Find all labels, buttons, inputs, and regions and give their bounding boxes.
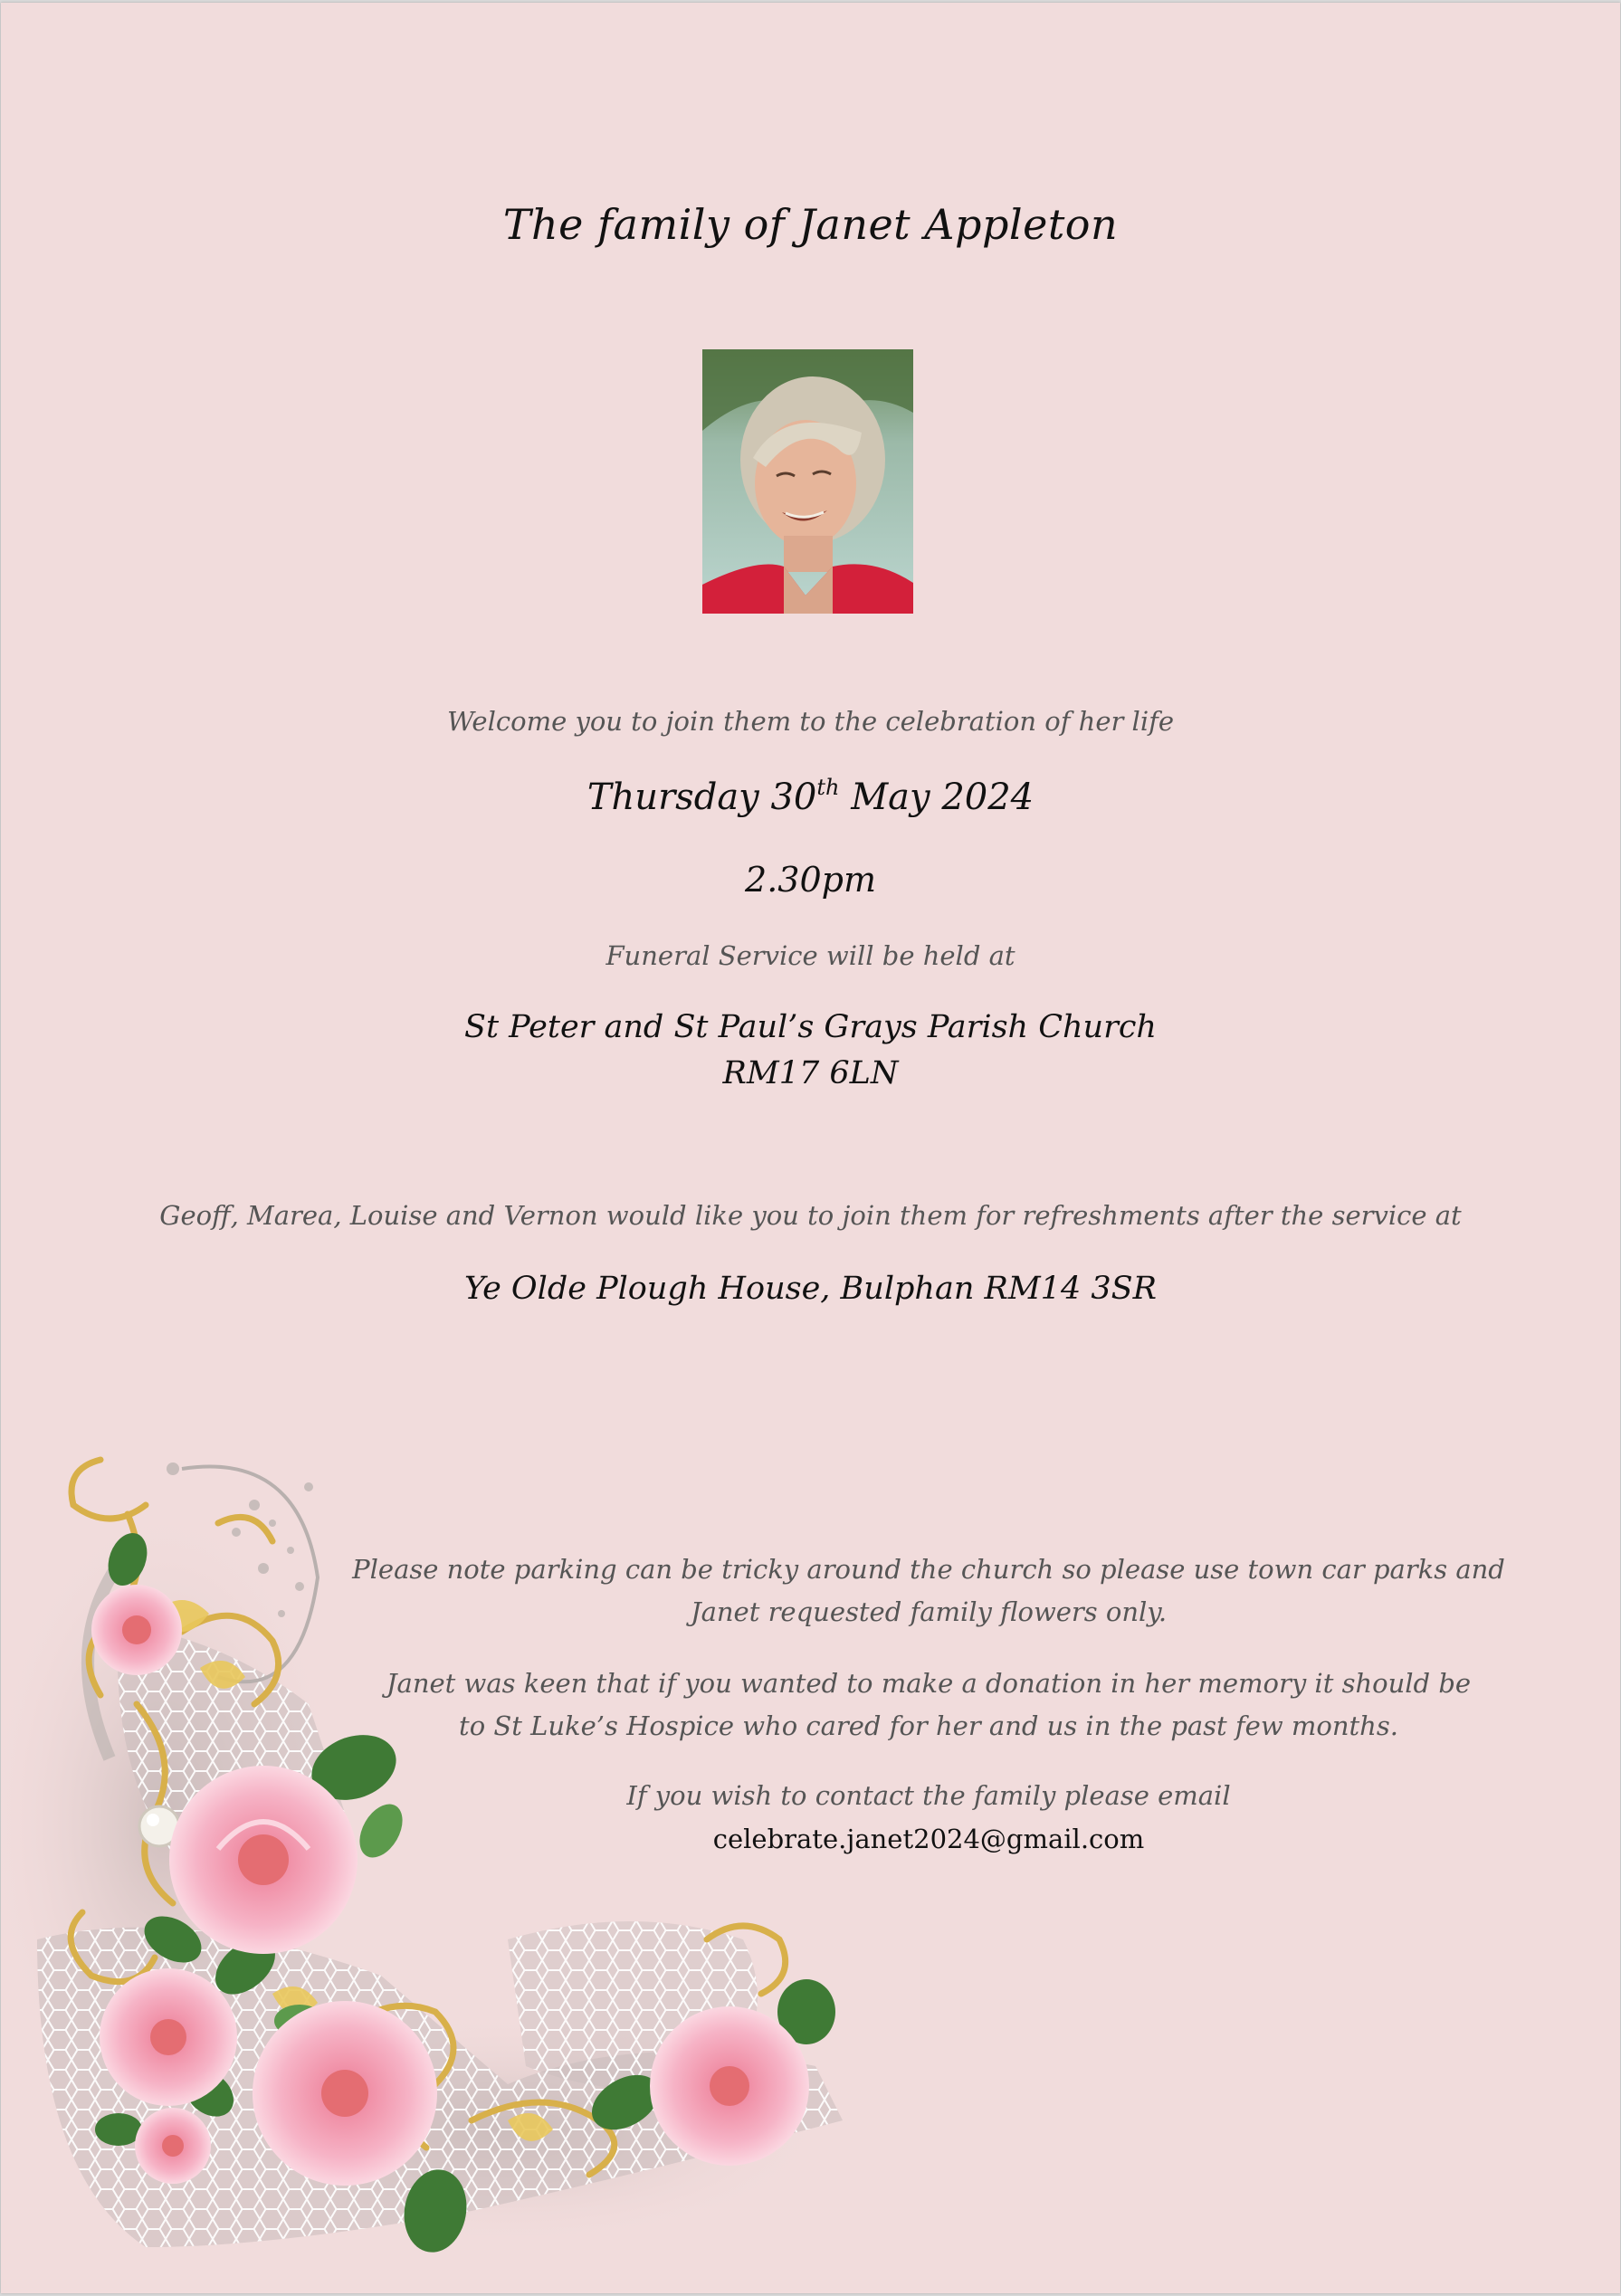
contact-note: If you wish to contact the family please email bbox=[626, 1780, 1231, 1811]
parking-note bbox=[345, 1548, 1512, 1634]
parking-note-line2: Janet requested family flowers only. bbox=[690, 1596, 1168, 1627]
event-date bbox=[1, 776, 1620, 818]
refreshments-venue: Ye Olde Plough House, Bulphan RM14 3SR bbox=[464, 1271, 1157, 1307]
event-time: 2.30pm bbox=[745, 860, 876, 900]
date-rest: May 2024 bbox=[839, 776, 1035, 818]
date-ordinal: th bbox=[816, 775, 840, 800]
parking-note-line1: Please note parking can be tricky around the church so please use town car parks and bbox=[352, 1554, 1505, 1585]
portrait-illustration bbox=[702, 349, 913, 614]
service-intro: Funeral Service will be held at bbox=[605, 940, 1016, 971]
donation-note-line2: to St Luke’s Hospice who cared for her and us in the past few months. bbox=[459, 1710, 1398, 1741]
portrait-photo bbox=[702, 349, 913, 614]
refreshments-intro: Geoff, Marea, Louise and Vernon would like you to join them for refreshments after the service at bbox=[159, 1200, 1462, 1231]
invitation-title: The family of Janet Appleton bbox=[502, 200, 1119, 249]
donation-note-line1: Janet was keen that if you wanted to make a donation in her memory it should be bbox=[386, 1668, 1472, 1699]
welcome-text: Welcome you to join them to the celebration of her life bbox=[446, 706, 1175, 737]
date-main: Thursday 30 bbox=[586, 776, 817, 818]
church-name: St Peter and St Paul’s Grays Parish Church bbox=[464, 1009, 1157, 1045]
invitation-page bbox=[1, 3, 1620, 2293]
church-postcode: RM17 6LN bbox=[722, 1055, 899, 1091]
donation-note bbox=[345, 1662, 1512, 1748]
contact-email-link[interactable]: celebrate.janet2024@gmail.com bbox=[712, 1824, 1145, 1854]
